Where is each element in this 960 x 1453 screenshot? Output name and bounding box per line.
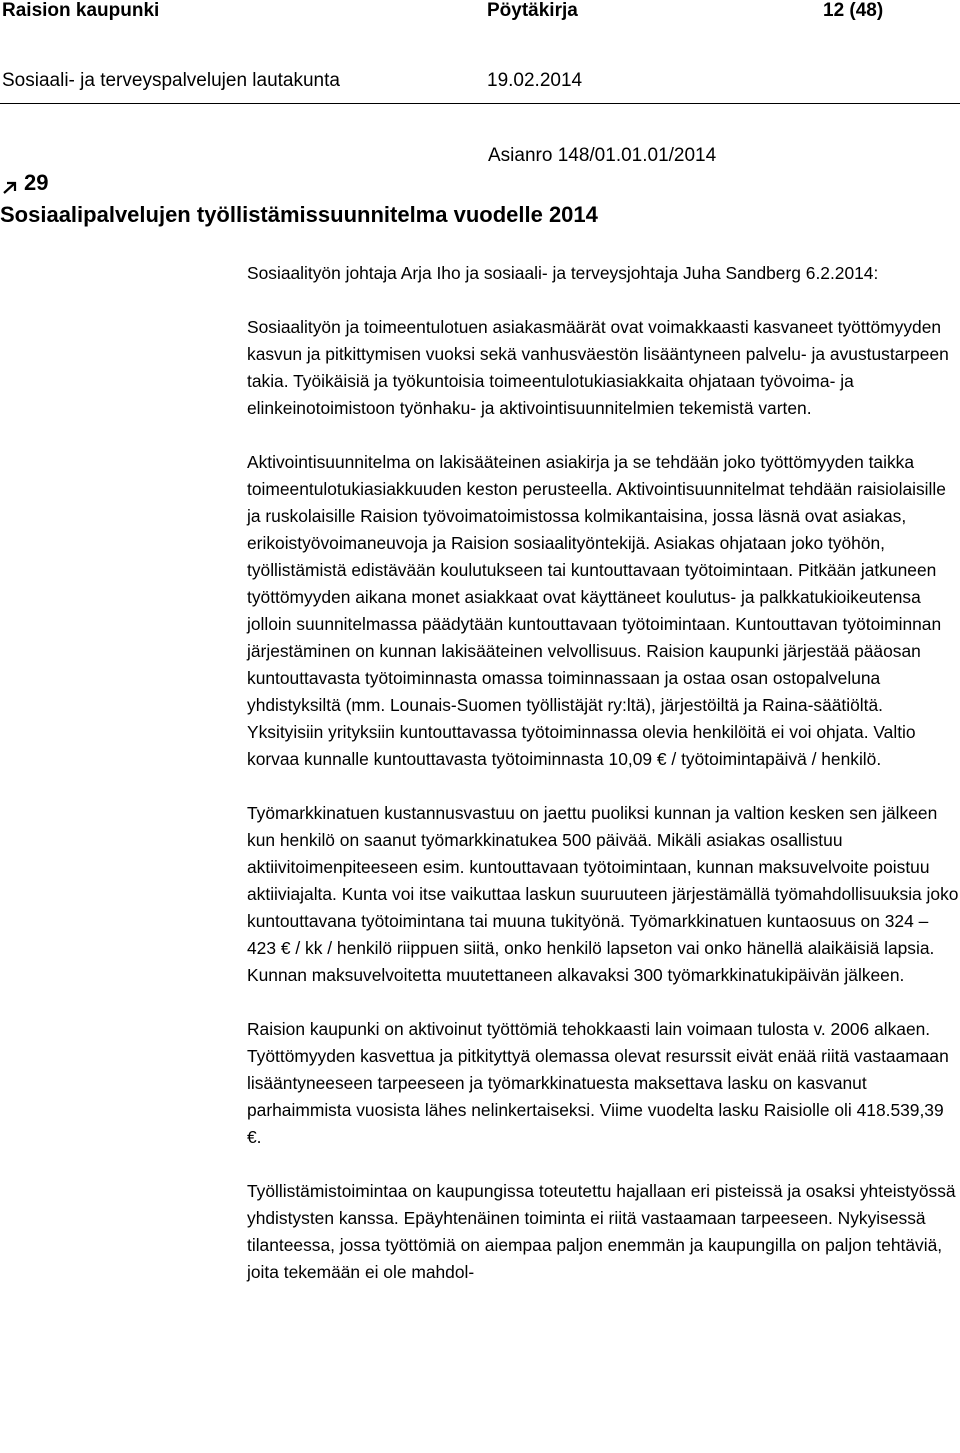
case-title: Sosiaalipalvelujen työllistämissuunnitelma vuodelle 2014 [0,202,598,227]
document-type: Pöytäkirja [487,0,578,21]
case-number: 29 [24,170,49,195]
board-name: Sosiaali- ja terveyspalvelujen lautakunta [2,70,340,91]
body-paragraph: Työmarkkinatuen kustannusvastuu on jaettu puoliksi kunnan ja valtion kesken sen jälkeen kun henkilö on saanut työmarkkinatukea 500 päivää. Mikäli asiakas osallistuu aktiivitoimenpiteeseen esim. kuntouttavaan työtoimintaan, kunnan maksuvelvoite poistuu aktiiviajalta. Kunta voi itse vaikuttaa laskun suuruuteen järjestämällä työmahdollisuuksia joko kuntouttavana työtoimintana tai muuna tukityönä. Työmarkkinatuen kuntaosuus on 324 – 423 € / kk / henkilö riippuen siitä, onko henkilö lapseton vai onko hänellä alaikäisiä lapsia. Kunnan maksuvelvoitetta muutettaneen alkavaksi 300 työmarkkinatukipäivän jälkeen. [247,803,959,985]
document-body [247,260,960,1313]
body-paragraph: Sosiaalityön ja toimeentulotuen asiakasmäärät ovat voimakkaasti kasvaneet työttömyyden kasvun ja pitkittymisen vuoksi sekä vanhusväestön lisääntyneen palvelu- ja avustustarpeen takia. Työikäisiä ja työkuntoisia toimeentulotukiasiakkaita ohjataan työvoima- ja elinkeinotoimistoon työnhaku- ja aktivointisuunnitelmien tekemistä varten. [247,317,949,418]
header-divider [0,103,960,104]
page-header [0,0,960,26]
organization-name: Raision kaupunki [2,0,160,21]
body-paragraph: Aktivointisuunnitelma on lakisääteinen asiakirja ja se tehdään joko työttömyyden taikka toimeentulotukiasiakkuuden keston perusteella. Aktivointisuunnitelmat tehdään raisiolaisille ja ruskolaisille Raision työvoimatoimistossa kolmikantaisina, jossa läsnä ovat asiakas, erikoistyövoimaneuvoja ja Raision sosiaalityöntekijä. Asiakas ohjataan joko työhön, työllistämistä edistävään koulutukseen tai kuntouttavaan työtoimintaan. Pitkään jatkuneen työttömyyden aikana monet asiakkaat ovat käyttäneet koulutus- ja palkkatukioikeutensa jolloin suunnitelmassa päädytään kuntouttavaan työtoimintaan. Kuntouttavan työtoiminnan järjestäminen on kunnan lakisääteinen velvollisuus. Raision kaupunki järjestää pääosan kuntouttavasta työtoiminnasta omassa toiminnassaan ja ostaa osan ostopalveluna yhdistyksiltä (mm. Lounais-Suomen työllistäjät ry:ltä), järjestöiltä ja Raina-säätiöltä. Yksityisiin yrityksiin kuntouttavassa työtoiminnassa olevia henkilöitä ei voi ohjata. Valtio korvaa kunnalle kuntouttavasta työtoiminnasta 10,09 € / työtoimintapäivä / henkilö. [247,452,946,769]
section-marker-icon [2,180,18,196]
body-paragraph: Työllistämistoimintaa on kaupungissa toteutettu hajallaan eri pisteissä ja osaksi yhteistyössä yhdistysten kanssa. Epäyhtenäinen toiminta ei riitä vastaamaan tarpeeseen. Nykyisessä tilanteessa, jossa työttömiä on aiempaa paljon enemmän ja kaupungilla on paljon tehtäviä, joita tekemään ei ole mahdol- [247,1181,956,1282]
meeting-date: 19.02.2014 [487,70,583,91]
body-paragraph: Raision kaupunki on aktivoinut työttömiä tehokkaasti lain voimaan tulosta v. 2006 alkaen. Työttömyyden kasvettua ja pitkityttyä olemassa olevat resurssit eivät enää riitä vastaamaan lisääntyneeseen tarpeeseen ja työmarkkinatuesta maksettava lasku on kasvanut parhaimmista vuosista lähes nelinkertaiseksi. Viime vuodelta lasku Raisiolle oli 418.539,39 €. [247,1019,949,1147]
preparer-paragraph: Sosiaalityön johtaja Arja Iho ja sosiaali- ja terveysjohtaja Juha Sandberg 6.2.2014: [247,263,879,283]
case-reference: Asianro 148/01.01.01/2014 [488,145,717,166]
page-number: 12 (48) [823,0,884,21]
